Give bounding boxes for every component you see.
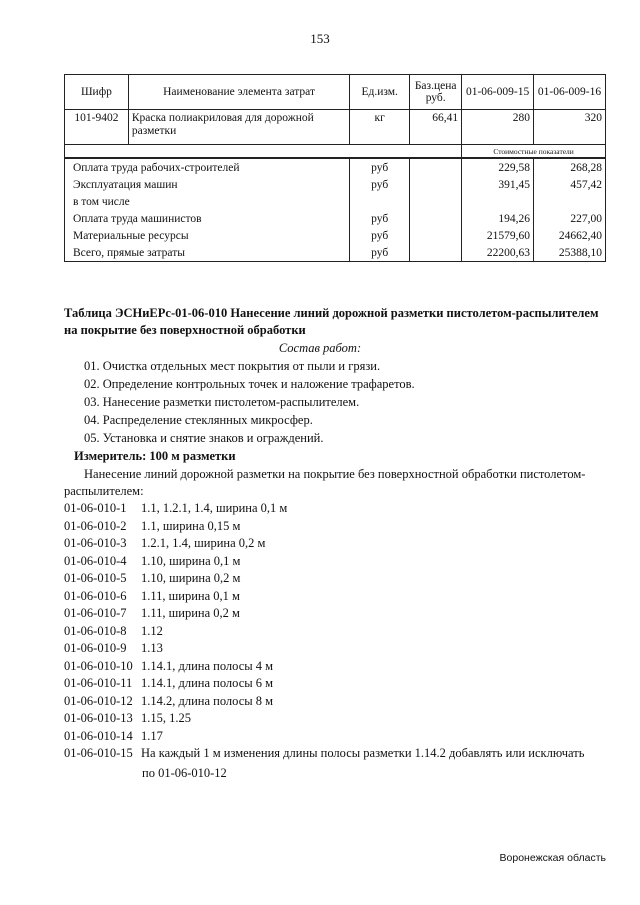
row-base-price — [410, 227, 462, 244]
item-description: На каждый 1 м изменения длины полосы разметки 1.14.2 добавлять или исключать — [141, 746, 585, 760]
intro-text: Нанесение линий дорожной разметки на покрытие без поверхностной обработки пистолетом-распылителем: — [64, 467, 586, 498]
summary-rows — [65, 158, 606, 262]
list-item — [64, 588, 584, 606]
page-number: 153 — [310, 31, 330, 46]
item-code: 01-06-010-12 — [64, 693, 133, 708]
table-title: Таблица ЭСНиЕРс-01-06-010 Нанесение линий дорожной разметки пистолетом-распылителем на покрытие без поверхностной обработки — [64, 306, 599, 337]
list-item — [64, 710, 584, 728]
item-code: 01-06-010-14 — [64, 728, 133, 743]
item-code: 01-06-010-2 — [64, 518, 127, 533]
list-item — [64, 675, 584, 693]
row-col1: 22200,63 — [462, 244, 534, 262]
table-row — [65, 158, 606, 176]
resource-col1: 280 — [462, 110, 534, 145]
resource-col2: 320 — [534, 110, 606, 145]
table-row — [65, 193, 606, 210]
item-description: 1.10, ширина 0,1 м — [141, 553, 241, 568]
row-name: Материальные ресурсы — [65, 227, 350, 244]
table-row — [65, 210, 606, 227]
item-description: 1.10, ширина 0,2 м — [141, 571, 241, 585]
list-item — [64, 693, 584, 711]
row-name: в том числе — [65, 193, 350, 210]
item-code: 01-06-010-8 — [64, 623, 127, 638]
composition-heading: Состав работ: — [278, 341, 362, 355]
list-item — [64, 535, 584, 553]
row-col1: 229,58 — [462, 158, 534, 176]
resource-name: Краска полиакриловая для дорожной разметки — [128, 110, 349, 145]
header-col2: 01-06-009-16 — [534, 75, 606, 110]
footer-region: Воронежская область — [499, 852, 606, 864]
header-code: Шифр — [65, 75, 129, 110]
resource-row — [65, 110, 606, 145]
item-description: 1.17 — [141, 728, 163, 743]
header-name: Наименование элемента затрат — [128, 75, 349, 110]
row-col2 — [534, 193, 606, 210]
list-item — [64, 605, 584, 623]
item-code: 01-06-010-11 — [64, 676, 133, 690]
row-base-price — [410, 158, 462, 176]
row-base-price — [410, 210, 462, 227]
row-col2: 457,42 — [534, 176, 606, 193]
row-base-price — [410, 176, 462, 193]
row-col2: 24662,40 — [534, 227, 606, 244]
resource-base-price: 66,41 — [410, 110, 462, 145]
list-item: 02. Определение контрольных точек и наложение трафаретов. — [84, 377, 415, 391]
item-description: 1.1, 1.2.1, 1.4, ширина 0,1 м — [141, 501, 288, 515]
indicators-label: Стоимостные показатели — [462, 145, 606, 159]
row-name: Оплата труда машинистов — [65, 210, 350, 227]
item-code: 01-06-010-4 — [64, 553, 127, 568]
table-header-row — [65, 75, 606, 110]
header-col1: 01-06-009-15 — [462, 75, 534, 110]
item-description: 1.13 — [141, 641, 163, 655]
list-item — [64, 518, 584, 536]
continuation-text: по 01-06-010-12 — [142, 766, 227, 780]
row-name: Оплата труда рабочих-строителей — [65, 158, 350, 176]
item-code: 01-06-010-6 — [64, 588, 127, 603]
row-base-price — [410, 244, 462, 262]
item-description: 1.1, ширина 0,15 м — [141, 518, 241, 533]
item-description: 1.2.1, 1.4, ширина 0,2 м — [141, 536, 266, 550]
item-description: 1.15, 1.25 — [141, 711, 191, 725]
row-name: Всего, прямые затраты — [65, 244, 350, 262]
list-item: 03. Нанесение разметки пистолетом-распылителем. — [84, 395, 360, 409]
indicators-row — [65, 145, 606, 159]
table-row — [65, 244, 606, 262]
work-composition-list — [84, 357, 415, 447]
list-item — [64, 553, 584, 571]
code-list — [64, 500, 584, 763]
row-col1: 194,26 — [462, 210, 534, 227]
item-code: 01-06-010-9 — [64, 641, 127, 655]
header-base-price: Баз.цена руб. — [410, 75, 462, 110]
list-item — [64, 728, 584, 746]
row-col2: 268,28 — [534, 158, 606, 176]
list-item — [64, 623, 584, 641]
item-code: 01-06-010-15 — [64, 746, 133, 760]
row-unit: руб — [350, 227, 410, 244]
list-item: 05. Установка и снятие знаков и ограждений. — [84, 431, 324, 445]
row-unit: руб — [350, 244, 410, 262]
header-unit: Ед.изм. — [350, 75, 410, 110]
row-col1: 21579,60 — [462, 227, 534, 244]
list-item: 01. Очистка отдельных мест покрытия от пыли и грязи. — [84, 359, 381, 373]
item-code: 01-06-010-13 — [64, 711, 133, 725]
item-description: 1.12 — [141, 623, 163, 638]
resource-code: 101-9402 — [65, 110, 129, 145]
row-col1 — [462, 193, 534, 210]
list-item — [64, 640, 584, 658]
row-unit: руб — [350, 158, 410, 176]
measure-unit: Измеритель: 100 м разметки — [74, 449, 236, 463]
cost-table — [64, 74, 606, 262]
row-unit: руб — [350, 176, 410, 193]
list-item — [64, 570, 584, 588]
item-code: 01-06-010-10 — [64, 658, 133, 673]
row-col2: 227,00 — [534, 210, 606, 227]
table-row — [65, 176, 606, 193]
item-description: 1.11, ширина 0,1 м — [141, 588, 240, 603]
row-unit — [350, 193, 410, 210]
item-description: 1.11, ширина 0,2 м — [141, 606, 240, 620]
item-code: 01-06-010-5 — [64, 571, 127, 585]
item-description: 1.14.1, длина полосы 6 м — [141, 676, 274, 690]
list-item — [64, 745, 584, 763]
row-unit: руб — [350, 210, 410, 227]
item-code: 01-06-010-7 — [64, 606, 127, 620]
row-col2: 25388,10 — [534, 244, 606, 262]
item-description: 1.14.2, длина полосы 8 м — [141, 693, 274, 708]
list-item — [64, 500, 584, 518]
row-col1: 391,45 — [462, 176, 534, 193]
row-name: Эксплуатация машин — [65, 176, 350, 193]
item-description: 1.14.1, длина полосы 4 м — [141, 658, 274, 673]
list-item — [64, 658, 584, 676]
list-item: 04. Распределение стеклянных микросфер. — [84, 413, 313, 427]
item-code: 01-06-010-1 — [64, 501, 127, 515]
table-row — [65, 227, 606, 244]
item-code: 01-06-010-3 — [64, 536, 127, 550]
row-base-price — [410, 193, 462, 210]
resource-unit: кг — [350, 110, 410, 145]
